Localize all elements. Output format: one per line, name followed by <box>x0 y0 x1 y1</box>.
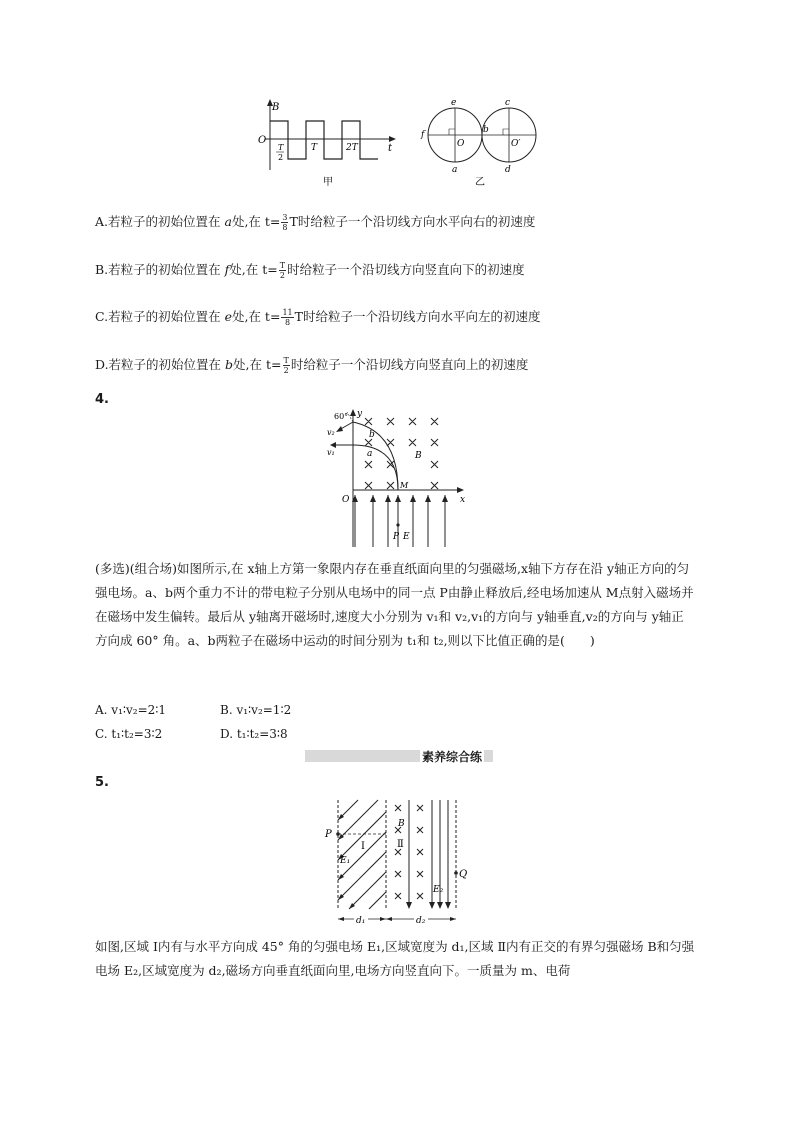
q5-region-2-label: Ⅱ <box>397 839 404 850</box>
section-title: 素养综合练 <box>422 750 483 764</box>
q5-region-1-label: Ⅰ <box>361 841 365 852</box>
magnetic-field-crosses <box>365 418 438 489</box>
q3-option-d-fraction: $\frac{T}{2}$ <box>283 356 289 375</box>
q3-option-a-mid: 处,在 t= <box>231 214 281 229</box>
figure-jia <box>258 99 396 188</box>
q5-E2-label: E₂ <box>433 885 444 895</box>
q4-option-d: D. t₁∶t₂=3∶8 <box>220 727 288 741</box>
q5-d2-label: d₂ <box>416 916 426 926</box>
q4-E-label: E <box>403 532 410 542</box>
q3-option-c-mid: 处,在 t= <box>231 309 281 324</box>
q3-option-a-post: T时给粒子一个沿切线方向水平向右的初速度 <box>289 214 536 229</box>
q5-number: 5. <box>95 775 109 790</box>
yi-e: e <box>451 98 457 108</box>
q5-E1-label: E₁ <box>340 856 351 866</box>
yi-d: d <box>505 165 511 175</box>
q4-figure <box>325 407 475 552</box>
yi-o: O <box>457 139 465 149</box>
q4-option-b: B. v₁∶v₂=1∶2 <box>220 703 292 717</box>
q5-figure <box>318 797 473 930</box>
figure-yi <box>420 98 536 188</box>
q3-option-d-point: b <box>225 357 234 372</box>
q4-B-label: B <box>415 451 422 461</box>
q4-angle-label: 60° <box>334 412 349 421</box>
yi-caption: 乙 <box>475 177 485 188</box>
q3-option-b-fraction: $\frac{T}{2}$ <box>279 261 286 280</box>
jia-tick-2t: 2T <box>346 143 358 153</box>
q5-Q-label: Q <box>459 869 468 880</box>
q3-option-a-point: a <box>224 214 232 229</box>
q5-stem: 如图,区域 Ⅰ内有与水平方向成 45° 角的匀强电场 E₁,区域宽度为 d₁,区域 Ⅱ内有正交的有界匀强磁场 B和匀强电场 E₂,区域宽度为 d₂,磁场方向垂直纸面向里,电场方向竖直向下。一质量为 m、电荷 <box>95 939 695 978</box>
q4-a-label: a <box>367 449 373 459</box>
electric-field-lines <box>355 495 445 547</box>
q3-option-b <box>95 260 525 280</box>
q4-v2-label: v₂ <box>327 428 335 437</box>
q3-option-c-fraction: $\frac{11}{8}$ <box>282 308 293 327</box>
yi-b: b <box>483 125 489 135</box>
jia-tick-half-d: 2 <box>278 153 284 162</box>
q5-d1-label: d₁ <box>356 916 366 926</box>
jia-caption: 甲 <box>323 177 333 188</box>
q4-P-label: P <box>393 532 400 542</box>
q3-option-a <box>95 212 535 232</box>
q4-v1-label: v₁ <box>327 448 335 457</box>
q3-option-d-pre: D.若粒子的初始位置在 <box>95 357 226 372</box>
q3-option-b-point: f <box>224 262 230 277</box>
jia-tick-half-t: T <box>278 143 284 152</box>
q5-P-label: P <box>325 829 332 840</box>
q5-B-label: B <box>398 819 405 829</box>
yi-o2: O′ <box>511 139 521 149</box>
q4-b-label: b <box>369 430 375 440</box>
jia-axis-t: t <box>388 143 393 154</box>
q4-O-label: O <box>342 495 350 505</box>
q3-option-d <box>95 355 528 375</box>
q4-number: 4. <box>95 392 109 407</box>
q3-option-a-fraction: $\frac{3}{8}$ <box>282 213 288 232</box>
q3-option-c-post: T时给粒子一个沿切线方向水平向左的初速度 <box>294 309 541 324</box>
q3-option-c-point: e <box>224 309 232 324</box>
yi-f: f <box>421 130 425 140</box>
region-1-field-lines <box>338 800 386 909</box>
q3-option-d-mid: 处,在 t= <box>233 357 282 372</box>
q3-option-a-pre: A.若粒子的初始位置在 <box>95 214 225 229</box>
jia-origin: O <box>258 135 267 146</box>
q4-stem: (多选)(组合场)如图所示,在 x轴上方第一象限内存在垂直纸面向里的匀强磁场,x轴下方存在沿 y轴正方向的匀强电场。a、b两个重力不计的带电粒子分别从电场中的同一点 P由静止释放后,经电场加速从 M点射入磁场并在磁场中发生偏转。最后从 y轴离开磁场时,速度大小分别为 v₁和 v₂,v₁的方向与 y轴垂直,v₂的方向与 y轴正方向成 60° 角。a、b两粒子在磁场中运动的时间分别为 t₁和 t₂,则以下比值正确的是( ) <box>95 561 694 648</box>
q4-y-label: y <box>357 409 363 419</box>
q3-option-b-mid: 处,在 t= <box>229 262 278 277</box>
jia-axis-b: B <box>272 102 280 113</box>
yi-c: c <box>505 98 511 108</box>
jia-tick-t: T <box>311 143 318 153</box>
q4-option-a: A. v₁∶v₂=2∶1 <box>95 703 167 717</box>
q3-option-c-pre: C.若粒子的初始位置在 <box>95 309 225 324</box>
q4-option-c: C. t₁∶t₂=3∶2 <box>95 727 163 741</box>
q3-option-c <box>95 307 540 327</box>
yi-a: a <box>452 165 458 175</box>
q4-x-label: x <box>460 495 466 505</box>
q3-option-b-pre: B.若粒子的初始位置在 <box>95 262 225 277</box>
q4-M-label: M <box>400 481 409 490</box>
q3-option-b-post: 时给粒子一个沿切线方向竖直向下的初速度 <box>287 262 525 277</box>
figure-jia-yi <box>250 95 550 190</box>
q3-option-d-post: 时给粒子一个沿切线方向竖直向上的初速度 <box>290 357 529 372</box>
